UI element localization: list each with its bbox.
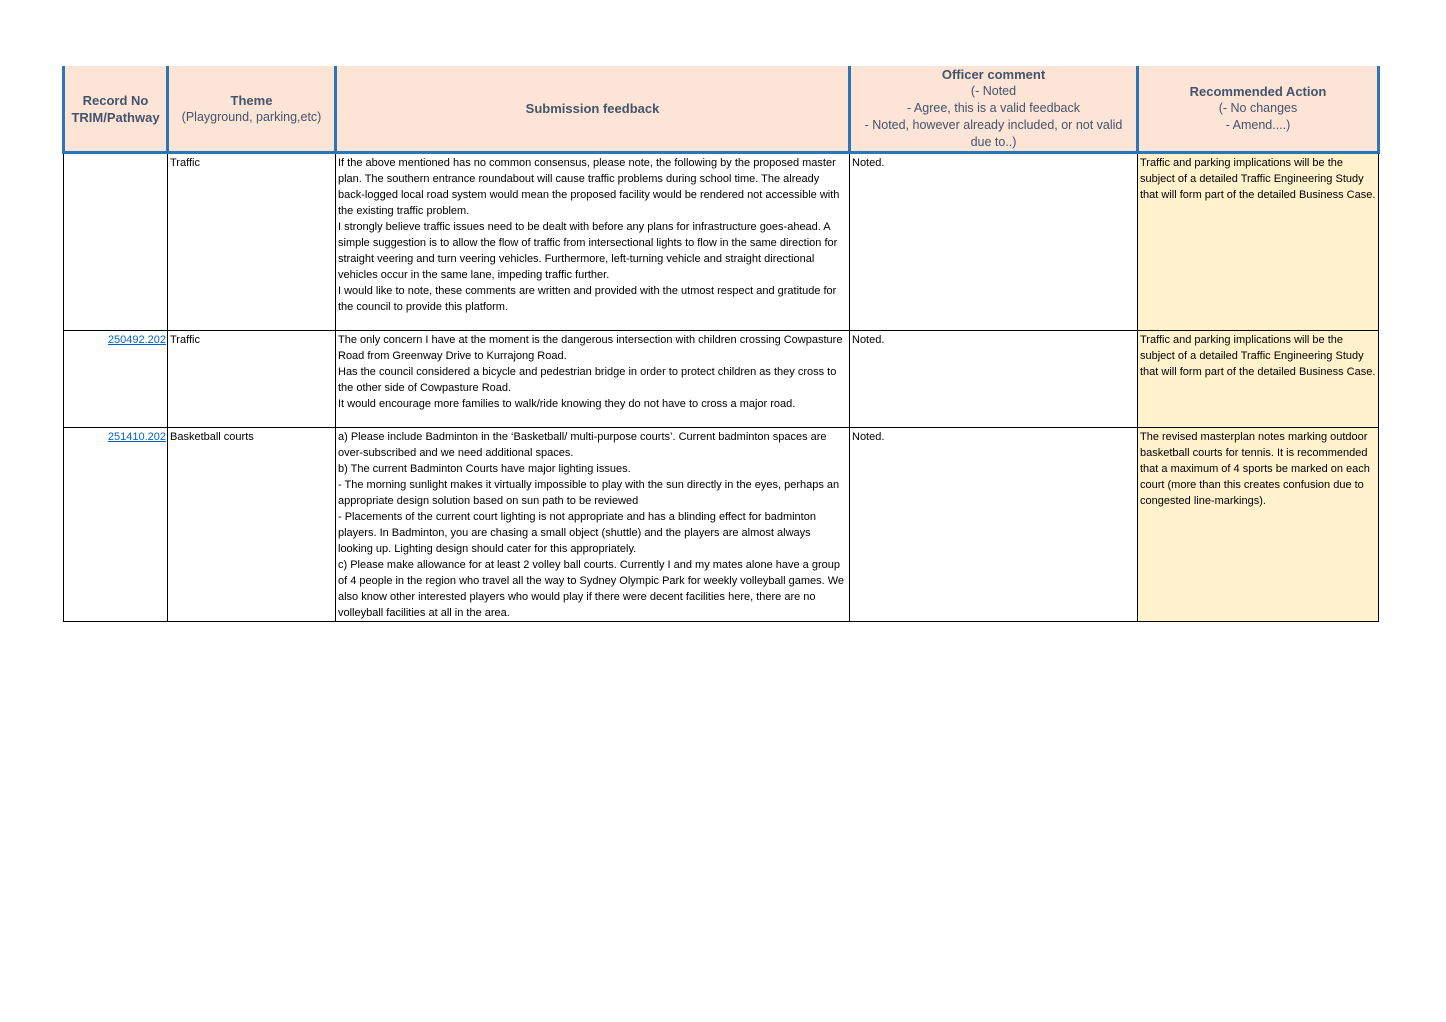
header-action <box>1138 66 1379 153</box>
table-row <box>64 153 1379 331</box>
header-theme-title: Theme <box>230 92 273 108</box>
header-feedback <box>336 66 850 153</box>
officer-comment-cell: Noted. <box>850 331 1138 428</box>
feedback-paragraph: - The morning sunlight makes it virtually impossible to play with the sun directly in the eyes, perhaps an appropriate design solution based on sun path to be reviewed <box>338 479 840 507</box>
recommended-action-cell: The revised masterplan notes marking outdoor basketball courts for tennis. It is recommended that a maximum of 4 sports be marked on each court (more than this creates confusion due to congested line-markings). <box>1138 428 1379 622</box>
record-cell <box>64 428 168 622</box>
header-theme <box>168 66 336 153</box>
record-cell <box>64 153 168 331</box>
header-action-line: - Amend....) <box>1225 118 1291 132</box>
header-record <box>64 66 168 153</box>
header-officer <box>850 66 1138 153</box>
header-action-title: Recommended Action <box>1189 84 1327 99</box>
table-row <box>64 428 1379 622</box>
feedback-paragraph: I strongly believe traffic issues need to be dealt with before any plans for infrastructure goes-ahead. A simple suggestion is to allow the flow of traffic from intersectional lights to flow in the same direction for straight veering and turn veering vehicles. Furthermore, left-turning vehicle and straight directional vehicles occur in the same lane, impeding traffic further. <box>338 221 838 281</box>
theme-cell: Traffic <box>168 331 336 428</box>
feedback-paragraph: b) The current Badminton Courts have major lighting issues. <box>338 463 631 475</box>
header-record-title: Record No TRIM/Pathway <box>71 92 160 125</box>
recommended-action-cell: Traffic and parking implications will be the subject of a detailed Traffic Engineering Study that will form part of the detailed Business Case. <box>1138 153 1379 331</box>
record-cell <box>64 331 168 428</box>
header-feedback-title: Submission feedback <box>525 101 660 116</box>
header-action-line: (- No changes <box>1218 101 1298 115</box>
header-officer-title: Officer comment <box>941 67 1046 82</box>
feedback-cell <box>336 331 850 428</box>
recommended-action-cell: Traffic and parking implications will be the subject of a detailed Traffic Engineering Study that will form part of the detailed Business Case. <box>1138 331 1379 428</box>
feedback-paragraph: The only concern I have at the moment is the dangerous intersection with children crossing Cowpasture Road from Greenway Drive to Kurrajong Road. <box>338 334 843 362</box>
feedback-cell <box>336 428 850 622</box>
header-theme-subtitle: (Playground, parking,etc) <box>181 109 322 124</box>
feedback-paragraph: I would like to note, these comments are written and provided with the utmost respect and gratitude for the council to provide this platform. <box>338 285 837 313</box>
feedback-paragraph: Has the council considered a bicycle and pedestrian bridge in order to protect children as they cross to the other side of Cowpasture Road. <box>338 366 837 394</box>
theme-cell: Basketball courts <box>168 428 336 622</box>
header-officer-line: (- Noted <box>970 84 1017 98</box>
feedback-paragraph: a) Please include Badminton in the ‘Basketball/ multi-purpose courts’. Current badminton spaces are over-subscribed and we need additional spaces. <box>338 431 827 459</box>
feedback-paragraph: - Placements of the current court lighting is not appropriate and has a blinding effect for badminton players. In Badminton, you are chasing a small object (shuttle) and the players are almost always looking up. Lighting design should cater for this appropriately. <box>338 511 816 555</box>
feedback-paragraph: c) Please make allowance for at least 2 volley ball courts. Currently I and my mates alone have a group of 4 people in the region who travel all the way to Sydney Olympic Park for weekly volleyball games. We also know other interested players who would play if there were decent facilities here, there are no volleyball facilities at all in the area. <box>338 559 845 619</box>
feedback-cell <box>336 153 850 331</box>
officer-comment-cell: Noted. <box>850 153 1138 331</box>
officer-comment-cell: Noted. <box>850 428 1138 622</box>
theme-cell: Traffic <box>168 153 336 331</box>
header-row <box>64 66 1379 153</box>
feedback-table <box>62 66 1380 622</box>
record-link[interactable]: 251410.202 <box>107 431 166 443</box>
header-officer-line: - Noted, however already included, or not valid due to..) <box>864 118 1123 149</box>
header-officer-line: - Agree, this is a valid feedback <box>906 101 1080 115</box>
feedback-paragraph: If the above mentioned has no common consensus, please note, the following by the proposed master plan. The southern entrance roundabout will cause traffic problems during school time. The already back-logged local road system would mean the proposed facility would be rendered not accessible with the existing traffic problem. <box>338 157 840 217</box>
feedback-paragraph: It would encourage more families to walk/ride knowing they do not have to cross a major road. <box>338 398 796 410</box>
table-row <box>64 331 1379 428</box>
record-link[interactable]: 250492.202 <box>107 334 166 346</box>
